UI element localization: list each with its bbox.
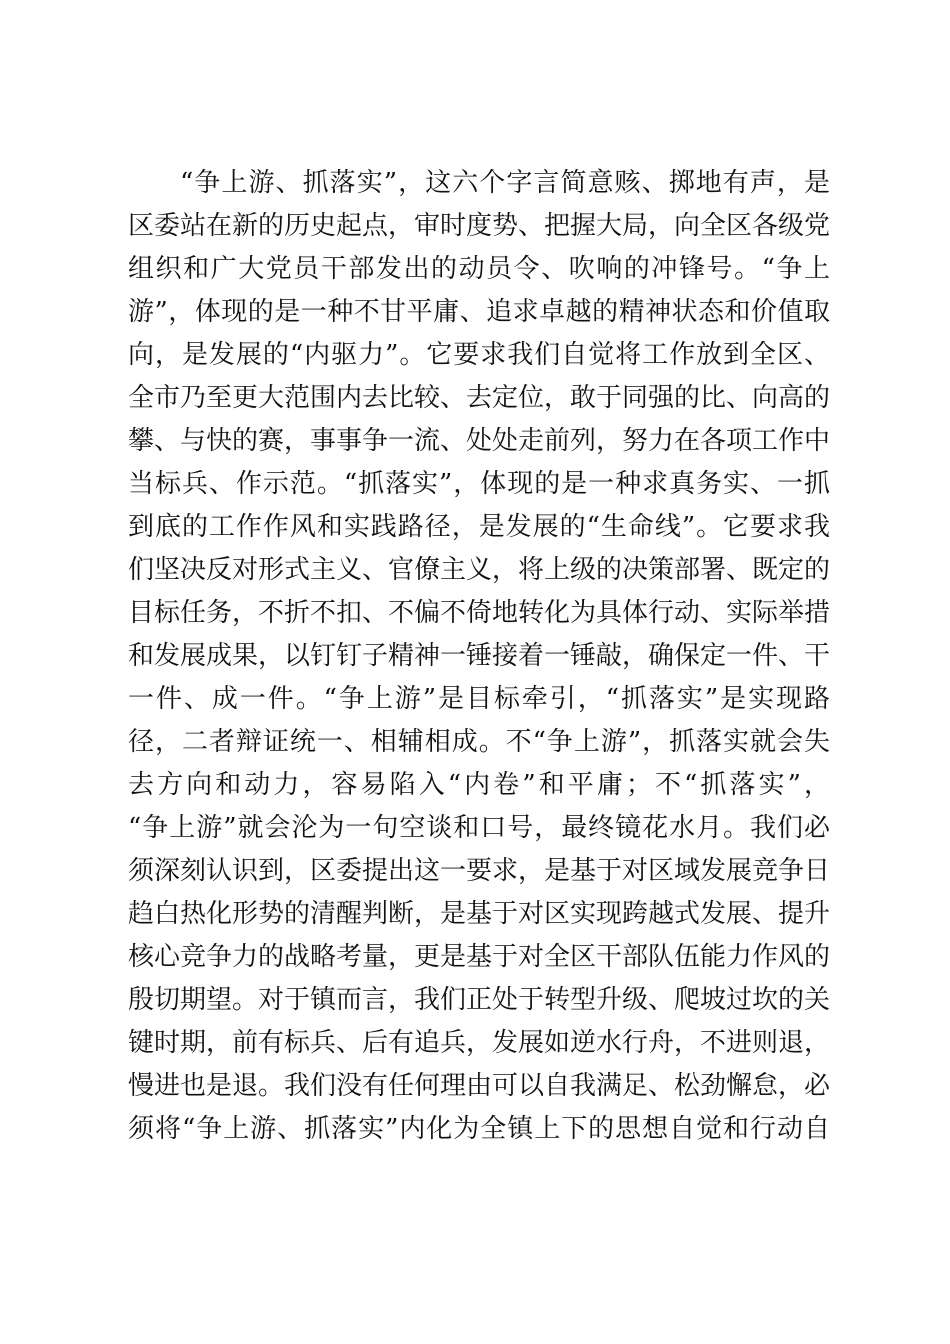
paragraph-line: 攀、与快的赛，事事争一流、处处走前列，努力在各项工作中: [128, 426, 831, 456]
paragraph-line: 去方向和动力，容易陷入“内卷”和平庸；不“抓落实”，: [128, 770, 830, 800]
paragraph-line: 须深刻认识到，区委提出这一要求，是基于对区域发展竞争日: [128, 856, 831, 886]
paragraph-line: 向，是发展的“内驱力”。它要求我们自觉将工作放到全区、: [128, 340, 830, 370]
paragraph-line: 目标任务，不折不扣、不偏不倚地转化为具体行动、实际举措: [128, 598, 831, 628]
paragraph-line: 全市乃至更大范围内去比较、去定位，敢于同强的比、向高的: [128, 383, 831, 413]
paragraph-line: 游”，体现的是一种不甘平庸、追求卓越的精神状态和价值取: [128, 297, 830, 327]
paragraph-line: 趋白热化形势的清醒判断，是基于对区实现跨越式发展、提升: [128, 899, 831, 929]
paragraph-line: 殷切期望。对于镇而言，我们正处于转型升级、爬坡过坎的关: [128, 985, 831, 1015]
paragraph-line: 慢进也是退。我们没有任何理由可以自我满足、松劲懈怠，必: [128, 1071, 831, 1101]
paragraph-line: 和发展成果，以钉钉子精神一锤接着一锤敲，确保定一件、干: [128, 641, 831, 671]
paragraph-line: 一件、成一件。“争上游”是目标牵引，“抓落实”是实现路: [128, 684, 830, 714]
paragraph-line: 键时期，前有标兵、后有追兵，发展如逆水行舟，不进则退，: [128, 1028, 831, 1058]
paragraph-line: 们坚决反对形式主义、官僚主义，将上级的决策部署、既定的: [128, 555, 831, 585]
paragraph-line: “争上游、抓落实”，这六个字言简意赅、掷地有声，是: [180, 168, 830, 198]
paragraph-line: 须将“争上游、抓落实”内化为全镇上下的思想自觉和行动自: [128, 1114, 830, 1144]
paragraph-line: 当标兵、作示范。“抓落实”，体现的是一种求真务实、一抓: [128, 469, 830, 499]
paragraph-line: “争上游”就会沦为一句空谈和口号，最终镜花水月。我们必: [128, 813, 830, 843]
paragraph-line: 核心竞争力的战略考量，更是基于对全区干部队伍能力作风的: [128, 942, 831, 972]
body-paragraph: [128, 162, 830, 1151]
paragraph-line: 到底的工作作风和实践路径，是发展的“生命线”。它要求我: [128, 512, 830, 542]
paragraph-line: 径，二者辩证统一、相辅相成。不“争上游”，抓落实就会失: [128, 727, 830, 757]
paragraph-line: 区委站在新的历史起点，审时度势、把握大局，向全区各级党: [128, 211, 831, 241]
paragraph-line: 组织和广大党员干部发出的动员令、吹响的冲锋号。“争上: [128, 254, 830, 284]
